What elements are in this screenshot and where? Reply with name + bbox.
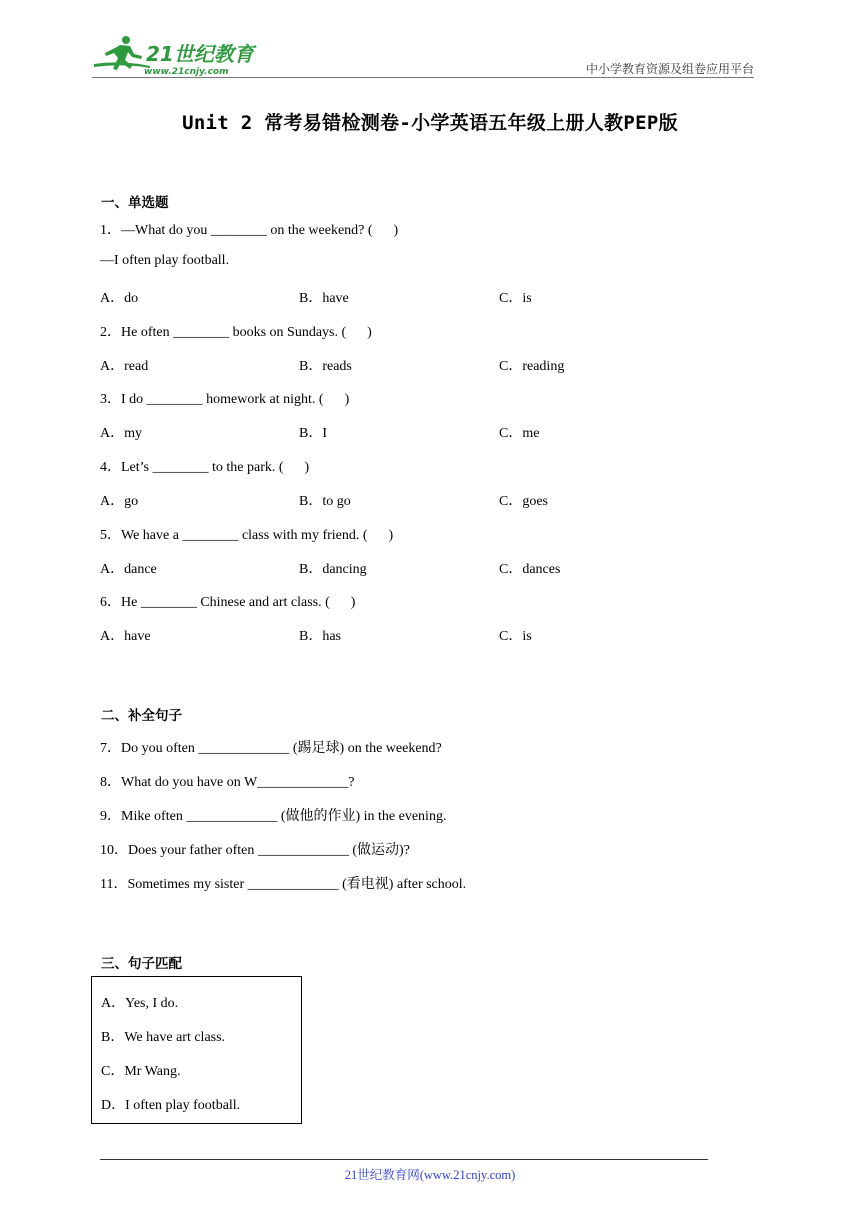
svg-text:www.21cnjy.com: www.21cnjy.com — [144, 67, 229, 77]
footer-link[interactable]: 21世纪教育网(www.21cnjy.com) — [344, 1168, 516, 1182]
site-logo — [92, 34, 262, 78]
question-1-option-b: B．have — [299, 291, 349, 306]
question-1-stem: 1．—What do you ________ on the weekend? ( ) — [100, 223, 399, 238]
question-5-option-c: C．dances — [499, 562, 561, 577]
question-6-option-c: C．is — [499, 629, 532, 644]
section-heading-single-choice: 一、单选题 — [101, 195, 169, 211]
footer-divider — [100, 1159, 708, 1160]
question-6-option-a: A．have — [100, 629, 151, 644]
question-3-stem: 3．I do ________ homework at night. ( ) — [100, 392, 350, 407]
question-2-option-a: A．read — [100, 359, 149, 374]
question-1-reply: —I often play football. — [100, 253, 230, 268]
question-1-option-c: C．is — [499, 291, 532, 306]
platform-caption: 中小学教育资源及组卷应用平台 — [585, 62, 754, 76]
question-4-stem: 4．Let’s ________ to the park. ( ) — [100, 460, 310, 475]
question-4-option-a: A．go — [100, 494, 139, 509]
question-2-option-c: C．reading — [499, 359, 565, 374]
question-3-option-c: C．me — [499, 426, 540, 441]
question-5-option-b: B．dancing — [299, 562, 367, 577]
match-option-a: A．Yes, I do. — [101, 996, 179, 1011]
section-heading-complete-sentences: 二、补全句子 — [101, 708, 182, 724]
question-2-stem: 2．He often ________ books on Sundays. ( ) — [100, 325, 372, 340]
match-option-d: D．I often play football. — [101, 1098, 241, 1113]
page-header — [0, 0, 860, 80]
question-8: 8．What do you have on W_____________? — [100, 775, 355, 790]
question-11: 11．Sometimes my sister _____________ (看电视) after school. — [100, 877, 467, 892]
question-6-option-b: B．has — [299, 629, 341, 644]
match-option-b: B．We have art class. — [101, 1030, 226, 1045]
question-10: 10．Does your father often _____________ (做运动)? — [100, 843, 410, 858]
question-6-stem: 6．He ________ Chinese and art class. ( ) — [100, 595, 356, 610]
svg-text:21世纪教育: 21世纪教育 — [146, 42, 254, 66]
question-3-option-a: A．my — [100, 426, 142, 441]
question-7: 7．Do you often _____________ (踢足球) on the weekend? — [100, 741, 442, 756]
question-5-option-a: A．dance — [100, 562, 157, 577]
question-5-stem: 5．We have a ________ class with my friend. ( ) — [100, 528, 394, 543]
question-4-option-c: C．goes — [499, 494, 548, 509]
question-2-option-b: B．reads — [299, 359, 352, 374]
page-title: Unit 2 常考易错检测卷-小学英语五年级上册人教PEP版 — [182, 112, 678, 134]
header-divider — [92, 77, 754, 78]
matching-options-box — [91, 976, 302, 1124]
question-4-option-b: B．to go — [299, 494, 351, 509]
question-1-option-a: A．do — [100, 291, 139, 306]
question-9: 9．Mike often _____________ (做他的作业) in the evening. — [100, 809, 447, 824]
match-option-c: C．Mr Wang. — [101, 1064, 181, 1079]
section-heading-sentence-matching: 三、句子匹配 — [101, 956, 182, 972]
question-3-option-b: B．I — [299, 426, 327, 441]
